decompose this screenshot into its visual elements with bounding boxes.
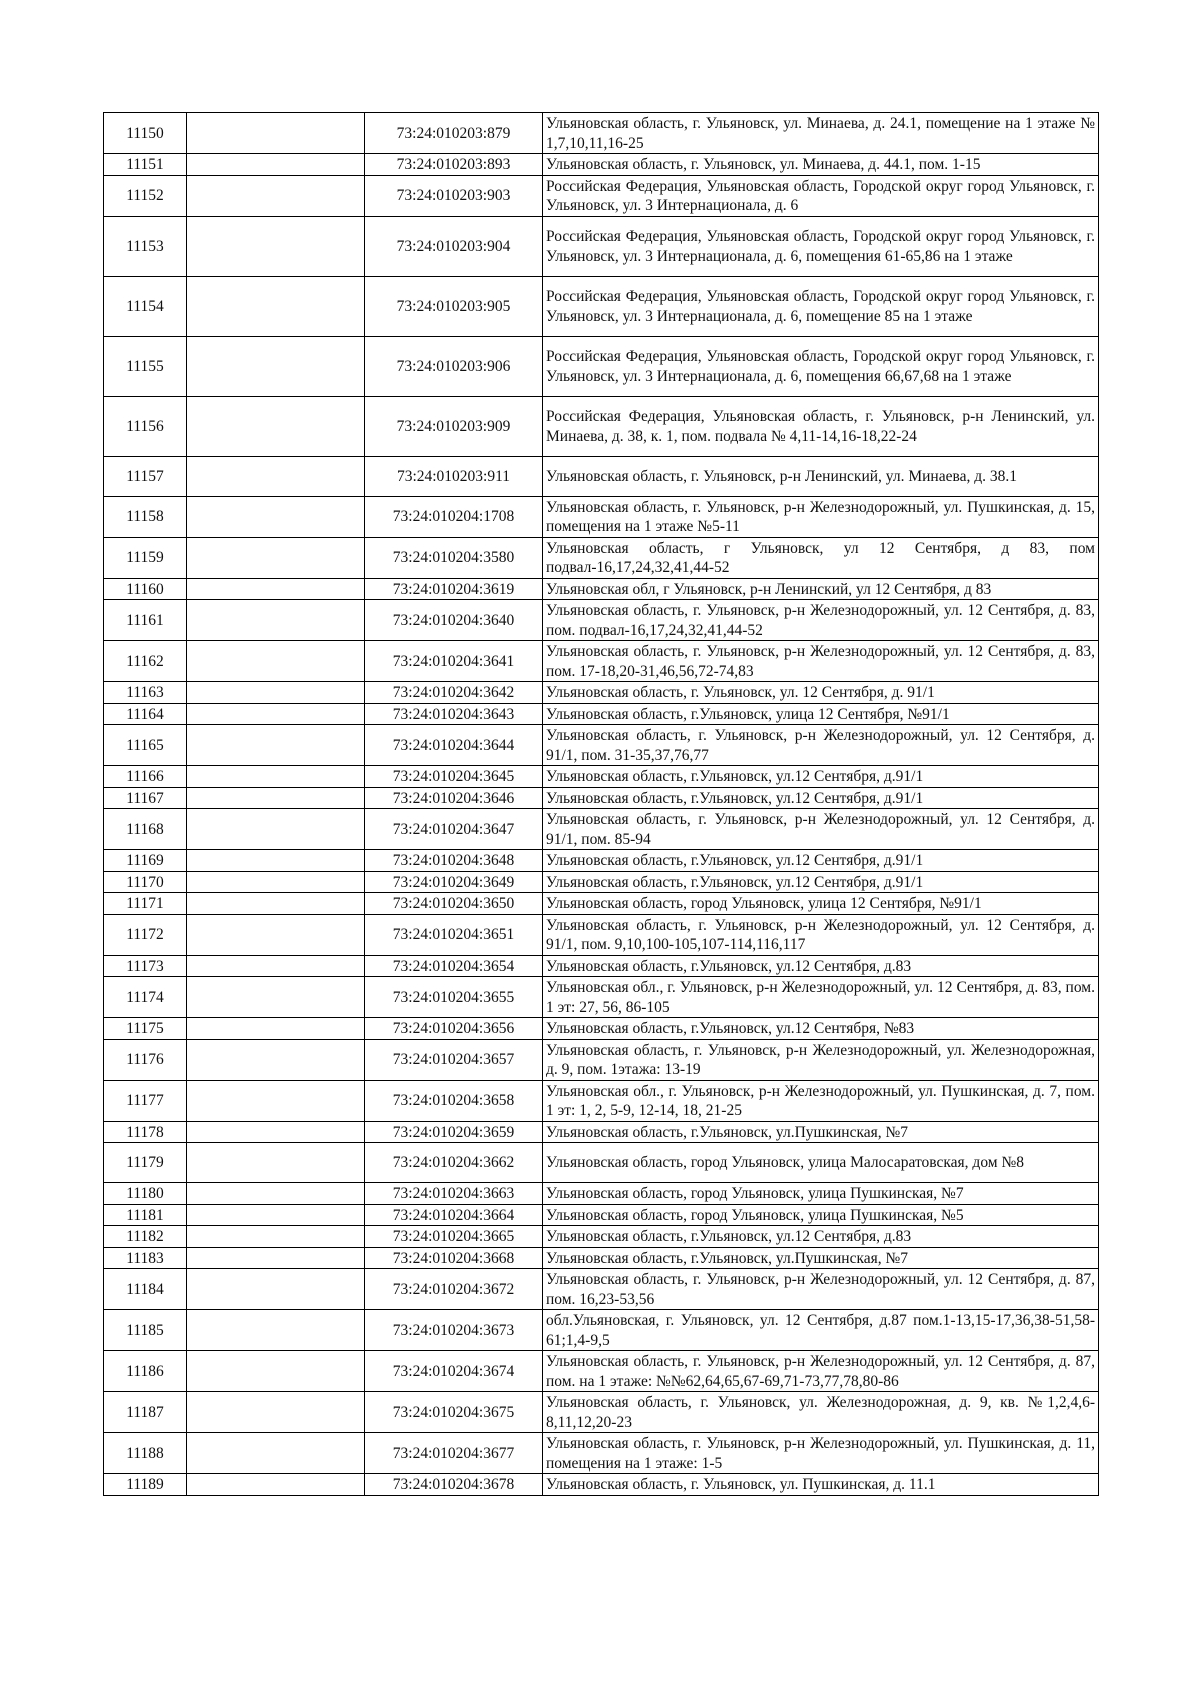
row-number-cell: 11175 <box>104 1018 187 1040</box>
row-number-cell: 11165 <box>104 725 187 766</box>
cadastral-number-cell: 73:24:010204:3663 <box>365 1183 543 1205</box>
row-blank-cell <box>187 175 365 216</box>
cadastral-number-cell: 73:24:010204:3580 <box>365 537 543 578</box>
row-blank-cell <box>187 893 365 915</box>
cadastral-number-cell: 73:24:010204:3662 <box>365 1143 543 1183</box>
row-blank-cell <box>187 1183 365 1205</box>
address-cell: Ульяновская область, г.Ульяновск, ул.Пушкинская, №7 <box>543 1247 1099 1269</box>
cadastral-number-cell: 73:24:010204:3674 <box>365 1351 543 1392</box>
address-cell: Ульяновская обл, г Ульяновск, р-н Ленинский, ул 12 Сентября, д 83 <box>543 578 1099 600</box>
row-number-cell: 11160 <box>104 578 187 600</box>
row-number-cell: 11162 <box>104 641 187 682</box>
cadastral-number-cell: 73:24:010204:3641 <box>365 641 543 682</box>
row-number-cell: 11153 <box>104 216 187 276</box>
registry-table-body <box>104 113 1099 1496</box>
row-blank-cell <box>187 703 365 725</box>
address-cell: Ульяновская область, г. Ульяновск, р-н Железнодорожный, ул. 12 Сентября, д. 83, пом. подвал-16,17,24,32,41,44-52 <box>543 600 1099 641</box>
address-cell: Российская Федерация, Ульяновская область, Городской округ город Ульяновск, г. Ульяновск, ул. 3 Интернационала, д. 6, помещения 66,67,68 на 1 этаже <box>543 336 1099 396</box>
row-number-cell: 11170 <box>104 871 187 893</box>
row-number-cell: 11161 <box>104 600 187 641</box>
address-cell: Ульяновская обл., г. Ульяновск, р-н Железнодорожный, ул. 12 Сентября, д. 83, пом. 1 эт: 27, 56, 86-105 <box>543 977 1099 1018</box>
row-blank-cell <box>187 1433 365 1474</box>
cadastral-number-cell: 73:24:010203:906 <box>365 336 543 396</box>
row-number-cell: 11182 <box>104 1226 187 1248</box>
address-cell: Ульяновская область, г.Ульяновск, ул.12 Сентября, №83 <box>543 1018 1099 1040</box>
table-row <box>104 336 1099 396</box>
cadastral-number-cell: 73:24:010204:3665 <box>365 1226 543 1248</box>
address-cell: Ульяновская область, г. Ульяновск, р-н Ленинский, ул. Минаева, д. 38.1 <box>543 456 1099 496</box>
address-cell: Ульяновская область, г. Ульяновск, р-н Железнодорожный, ул. 12 Сентября, д. 87, пом. на 1 этаже: №№62,64,65,67-69,71-73,77,78,80-86 <box>543 1351 1099 1392</box>
row-blank-cell <box>187 1226 365 1248</box>
table-row <box>104 113 1099 154</box>
row-blank-cell <box>187 641 365 682</box>
table-row <box>104 1183 1099 1205</box>
table-row <box>104 1269 1099 1310</box>
table-row <box>104 1121 1099 1143</box>
row-blank-cell <box>187 336 365 396</box>
row-blank-cell <box>187 496 365 537</box>
row-blank-cell <box>187 396 365 456</box>
row-number-cell: 11163 <box>104 682 187 704</box>
address-cell: Ульяновская область, город Ульяновск, улица Малосаратовская, дом №8 <box>543 1143 1099 1183</box>
cadastral-number-cell: 73:24:010204:3658 <box>365 1080 543 1121</box>
row-number-cell: 11181 <box>104 1204 187 1226</box>
row-blank-cell <box>187 276 365 336</box>
cadastral-number-cell: 73:24:010204:3642 <box>365 682 543 704</box>
cadastral-number-cell: 73:24:010203:904 <box>365 216 543 276</box>
cadastral-number-cell: 73:24:010204:3650 <box>365 893 543 915</box>
table-row <box>104 725 1099 766</box>
table-row <box>104 276 1099 336</box>
address-cell: Российская Федерация, Ульяновская область, г. Ульяновск, р-н Ленинский, ул. Минаева, д. 38, к. 1, пом. подвала № 4,11-14,16-18,22-24 <box>543 396 1099 456</box>
address-cell: Ульяновская область, г. Ульяновск, р-н Железнодорожный, ул. 12 Сентября, д. 91/1, пом. 9,10,100-105,107-114,116,117 <box>543 914 1099 955</box>
cadastral-number-cell: 73:24:010204:3648 <box>365 850 543 872</box>
row-blank-cell <box>187 955 365 977</box>
table-row <box>104 1474 1099 1496</box>
row-blank-cell <box>187 1351 365 1392</box>
address-cell: Ульяновская область, г.Ульяновск, ул.12 Сентября, д.91/1 <box>543 766 1099 788</box>
row-blank-cell <box>187 1392 365 1433</box>
row-blank-cell <box>187 1204 365 1226</box>
table-row <box>104 1143 1099 1183</box>
cadastral-number-cell: 73:24:010204:3678 <box>365 1474 543 1496</box>
address-cell: Ульяновская область, г. Ульяновск, р-н Железнодорожный, ул. Пушкинская, д. 11, помещения на 1 этаже: 1-5 <box>543 1433 1099 1474</box>
table-row <box>104 955 1099 977</box>
address-cell: Ульяновская область, город Ульяновск, улица Пушкинская, №5 <box>543 1204 1099 1226</box>
row-number-cell: 11189 <box>104 1474 187 1496</box>
cadastral-number-cell: 73:24:010204:3656 <box>365 1018 543 1040</box>
row-number-cell: 11150 <box>104 113 187 154</box>
row-number-cell: 11171 <box>104 893 187 915</box>
table-row <box>104 216 1099 276</box>
cadastral-number-cell: 73:24:010204:3655 <box>365 977 543 1018</box>
table-row <box>104 850 1099 872</box>
cadastral-number-cell: 73:24:010204:3651 <box>365 914 543 955</box>
address-cell: Ульяновская обл., г. Ульяновск, р-н Железнодорожный, ул. Пушкинская, д. 7, пом. 1 эт: 1, 2, 5-9, 12-14, 18, 21-25 <box>543 1080 1099 1121</box>
address-cell: Ульяновская область, г. Ульяновск, ул. 12 Сентября, д. 91/1 <box>543 682 1099 704</box>
address-cell: Ульяновская область, город Ульяновск, улица 12 Сентября, №91/1 <box>543 893 1099 915</box>
address-cell: Ульяновская область, г. Ульяновск, ул. Минаева, д. 44.1, пом. 1-15 <box>543 154 1099 176</box>
cadastral-number-cell: 73:24:010203:893 <box>365 154 543 176</box>
cadastral-number-cell: 73:24:010204:3644 <box>365 725 543 766</box>
row-number-cell: 11185 <box>104 1310 187 1351</box>
table-row <box>104 1226 1099 1248</box>
row-number-cell: 11187 <box>104 1392 187 1433</box>
cadastral-number-cell: 73:24:010204:3649 <box>365 871 543 893</box>
cadastral-registry-table <box>103 112 1099 1496</box>
row-blank-cell <box>187 682 365 704</box>
address-cell: Ульяновская область, г. Ульяновск, р-н Железнодорожный, ул. 12 Сентября, д. 91/1, пом. 31-35,37,76,77 <box>543 725 1099 766</box>
row-blank-cell <box>187 600 365 641</box>
row-number-cell: 11156 <box>104 396 187 456</box>
table-row <box>104 1039 1099 1080</box>
table-row <box>104 871 1099 893</box>
table-row <box>104 1392 1099 1433</box>
row-blank-cell <box>187 537 365 578</box>
table-row <box>104 175 1099 216</box>
cadastral-number-cell: 73:24:010204:3677 <box>365 1433 543 1474</box>
row-blank-cell <box>187 1310 365 1351</box>
cadastral-number-cell: 73:24:010203:879 <box>365 113 543 154</box>
table-row <box>104 1080 1099 1121</box>
table-row <box>104 766 1099 788</box>
table-row <box>104 703 1099 725</box>
row-number-cell: 11154 <box>104 276 187 336</box>
address-cell: Ульяновская область, г Ульяновск, ул 12 Сентября, д 83, пом подвал-16,17,24,32,41,44-52 <box>543 537 1099 578</box>
row-number-cell: 11174 <box>104 977 187 1018</box>
address-cell: Ульяновская область, г. Ульяновск, р-н Железнодорожный, ул. 12 Сентября, д. 83, пом. 17-18,20-31,46,56,72-74,83 <box>543 641 1099 682</box>
address-cell: Ульяновская область, г. Ульяновск, р-н Железнодорожный, ул. Пушкинская, д. 15, помещения на 1 этаже №5-11 <box>543 496 1099 537</box>
table-row <box>104 1351 1099 1392</box>
row-number-cell: 11152 <box>104 175 187 216</box>
row-number-cell: 11183 <box>104 1247 187 1269</box>
row-number-cell: 11178 <box>104 1121 187 1143</box>
row-number-cell: 11172 <box>104 914 187 955</box>
address-cell: Ульяновская область, г.Ульяновск, ул.12 Сентября, д.83 <box>543 955 1099 977</box>
address-cell: Ульяновская область, г.Ульяновск, улица 12 Сентября, №91/1 <box>543 703 1099 725</box>
table-row <box>104 1247 1099 1269</box>
address-cell: Ульяновская область, г. Ульяновск, ул. Пушкинская, д. 11.1 <box>543 1474 1099 1496</box>
cadastral-number-cell: 73:24:010204:3668 <box>365 1247 543 1269</box>
row-number-cell: 11173 <box>104 955 187 977</box>
row-blank-cell <box>187 850 365 872</box>
row-blank-cell <box>187 1039 365 1080</box>
table-row <box>104 787 1099 809</box>
address-cell: Ульяновская область, г. Ульяновск, р-н Железнодорожный, ул. Железнодорожная, д. 9, пом. 1этажа: 13-19 <box>543 1039 1099 1080</box>
row-number-cell: 11166 <box>104 766 187 788</box>
row-number-cell: 11179 <box>104 1143 187 1183</box>
row-blank-cell <box>187 1121 365 1143</box>
address-cell: Ульяновская область, город Ульяновск, улица Пушкинская, №7 <box>543 1183 1099 1205</box>
row-number-cell: 11180 <box>104 1183 187 1205</box>
cadastral-number-cell: 73:24:010204:3645 <box>365 766 543 788</box>
cadastral-number-cell: 73:24:010204:3643 <box>365 703 543 725</box>
row-number-cell: 11169 <box>104 850 187 872</box>
table-row <box>104 893 1099 915</box>
cadastral-number-cell: 73:24:010204:3619 <box>365 578 543 600</box>
address-cell: Ульяновская область, г. Ульяновск, р-н Железнодорожный, ул. 12 Сентября, д. 87, пом. 16,23-53,56 <box>543 1269 1099 1310</box>
cadastral-number-cell: 73:24:010203:903 <box>365 175 543 216</box>
row-blank-cell <box>187 766 365 788</box>
address-cell: Российская Федерация, Ульяновская область, Городской округ город Ульяновск, г. Ульяновск, ул. 3 Интернационала, д. 6, помещение 85 на 1 этаже <box>543 276 1099 336</box>
table-row <box>104 977 1099 1018</box>
row-number-cell: 11157 <box>104 456 187 496</box>
cadastral-number-cell: 73:24:010204:3673 <box>365 1310 543 1351</box>
table-row <box>104 600 1099 641</box>
address-cell: Ульяновская область, г.Ульяновск, ул.12 Сентября, д.83 <box>543 1226 1099 1248</box>
address-cell: Ульяновская область, г.Ульяновск, ул.Пушкинская, №7 <box>543 1121 1099 1143</box>
table-row <box>104 809 1099 850</box>
address-cell: Ульяновская область, г.Ульяновск, ул.12 Сентября, д.91/1 <box>543 850 1099 872</box>
table-row <box>104 1204 1099 1226</box>
row-blank-cell <box>187 1143 365 1183</box>
table-row <box>104 914 1099 955</box>
row-blank-cell <box>187 456 365 496</box>
row-blank-cell <box>187 1269 365 1310</box>
row-blank-cell <box>187 1080 365 1121</box>
row-blank-cell <box>187 809 365 850</box>
cadastral-number-cell: 73:24:010204:3659 <box>365 1121 543 1143</box>
row-number-cell: 11159 <box>104 537 187 578</box>
cadastral-number-cell: 73:24:010204:3647 <box>365 809 543 850</box>
cadastral-number-cell: 73:24:010203:911 <box>365 456 543 496</box>
table-row <box>104 1310 1099 1351</box>
row-number-cell: 11155 <box>104 336 187 396</box>
row-number-cell: 11158 <box>104 496 187 537</box>
row-blank-cell <box>187 977 365 1018</box>
row-number-cell: 11167 <box>104 787 187 809</box>
row-number-cell: 11164 <box>104 703 187 725</box>
cadastral-number-cell: 73:24:010204:3657 <box>365 1039 543 1080</box>
row-blank-cell <box>187 578 365 600</box>
table-row <box>104 682 1099 704</box>
row-blank-cell <box>187 216 365 276</box>
table-row <box>104 154 1099 176</box>
cadastral-number-cell: 73:24:010204:3672 <box>365 1269 543 1310</box>
row-number-cell: 11184 <box>104 1269 187 1310</box>
row-blank-cell <box>187 1474 365 1496</box>
cadastral-number-cell: 73:24:010204:3654 <box>365 955 543 977</box>
row-blank-cell <box>187 113 365 154</box>
row-number-cell: 11151 <box>104 154 187 176</box>
row-blank-cell <box>187 871 365 893</box>
cadastral-number-cell: 73:24:010204:3646 <box>365 787 543 809</box>
row-number-cell: 11168 <box>104 809 187 850</box>
row-blank-cell <box>187 725 365 766</box>
row-number-cell: 11186 <box>104 1351 187 1392</box>
address-cell: Ульяновская область, г. Ульяновск, р-н Железнодорожный, ул. 12 Сентября, д. 91/1, пом. 85-94 <box>543 809 1099 850</box>
table-row <box>104 578 1099 600</box>
row-number-cell: 11176 <box>104 1039 187 1080</box>
table-row <box>104 1433 1099 1474</box>
row-blank-cell <box>187 154 365 176</box>
row-number-cell: 11188 <box>104 1433 187 1474</box>
cadastral-number-cell: 73:24:010204:3664 <box>365 1204 543 1226</box>
address-cell: Ульяновская область, г.Ульяновск, ул.12 Сентября, д.91/1 <box>543 871 1099 893</box>
table-row <box>104 1018 1099 1040</box>
row-blank-cell <box>187 1247 365 1269</box>
row-blank-cell <box>187 1018 365 1040</box>
table-row <box>104 496 1099 537</box>
address-cell: Российская Федерация, Ульяновская область, Городской округ город Ульяновск, г. Ульяновск, ул. 3 Интернационала, д. 6, помещения 61-65,86 на 1 этаже <box>543 216 1099 276</box>
row-number-cell: 11177 <box>104 1080 187 1121</box>
cadastral-number-cell: 73:24:010204:1708 <box>365 496 543 537</box>
cadastral-number-cell: 73:24:010203:909 <box>365 396 543 456</box>
cadastral-number-cell: 73:24:010204:3675 <box>365 1392 543 1433</box>
address-cell: Ульяновская область, г. Ульяновск, ул. Железнодорожная, д. 9, кв. №1,2,4,6-8,11,12,20-23 <box>543 1392 1099 1433</box>
table-row <box>104 537 1099 578</box>
row-blank-cell <box>187 787 365 809</box>
address-cell: Ульяновская область, г.Ульяновск, ул.12 Сентября, д.91/1 <box>543 787 1099 809</box>
row-blank-cell <box>187 914 365 955</box>
cadastral-number-cell: 73:24:010203:905 <box>365 276 543 336</box>
table-row <box>104 641 1099 682</box>
table-row <box>104 456 1099 496</box>
address-cell: Ульяновская область, г. Ульяновск, ул. Минаева, д. 24.1, помещение на 1 этаже № 1,7,10,11,16-25 <box>543 113 1099 154</box>
cadastral-number-cell: 73:24:010204:3640 <box>365 600 543 641</box>
address-cell: обл.Ульяновская, г. Ульяновск, ул. 12 Сентября, д.87 пом.1-13,15-17,36,38-51,58-61;1,4-9,5 <box>543 1310 1099 1351</box>
address-cell: Российская Федерация, Ульяновская область, Городской округ город Ульяновск, г. Ульяновск, ул. 3 Интернационала, д. 6 <box>543 175 1099 216</box>
table-row <box>104 396 1099 456</box>
